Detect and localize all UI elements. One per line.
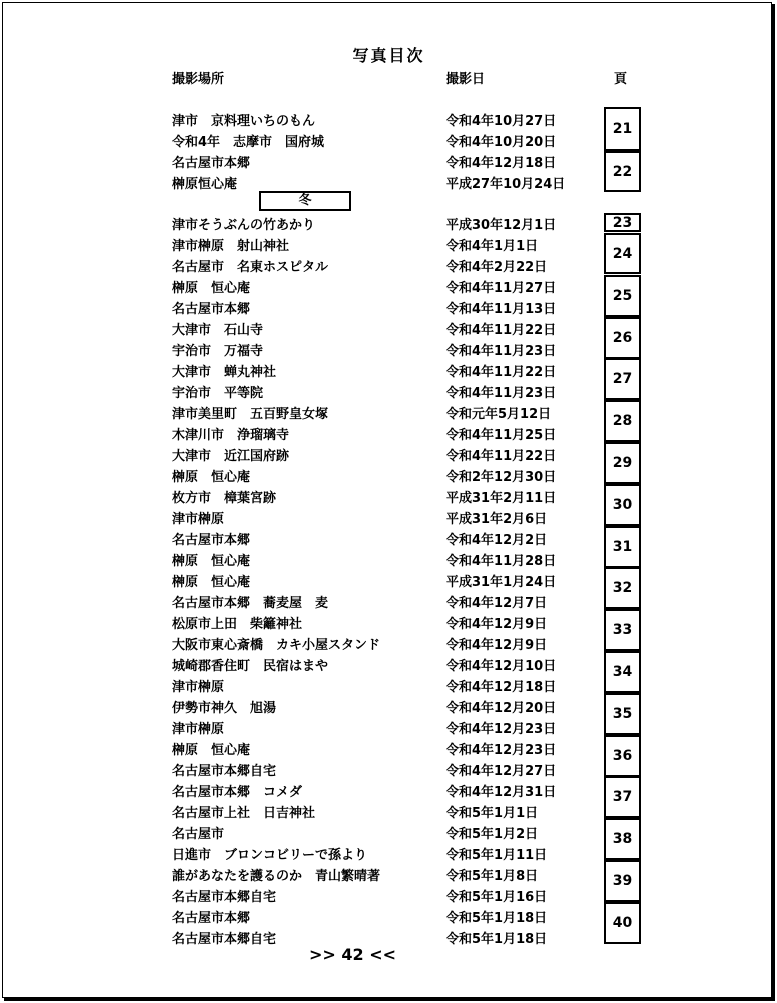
photo-date: 令和5年1月1日 <box>446 806 539 821</box>
photo-date: 令和4年12月20日 <box>446 701 557 716</box>
photo-location: 城崎郡香住町 民宿はまや <box>172 659 329 674</box>
photo-date: 令和4年11月22日 <box>446 323 557 338</box>
list-item <box>0 718 777 738</box>
header-place: 撮影場所 <box>172 72 225 87</box>
list-item <box>0 571 777 591</box>
photo-location: 枚方市 樟葉宮跡 <box>172 491 277 506</box>
page-number-box: 29 <box>604 442 641 484</box>
photo-location: 津市榊原 <box>172 680 225 695</box>
photo-date: 令和4年12月7日 <box>446 596 548 611</box>
page-number-box: 36 <box>604 735 641 777</box>
photo-date: 令和5年1月11日 <box>446 848 548 863</box>
page-number-box: 24 <box>604 233 641 274</box>
list-item <box>0 361 777 381</box>
header-date: 撮影日 <box>446 72 486 87</box>
photo-date: 令和5年1月16日 <box>446 890 548 905</box>
list-item <box>0 382 777 402</box>
list-item <box>0 697 777 717</box>
list-item <box>0 550 777 570</box>
page-number-box: 23 <box>604 213 641 232</box>
photo-location: 津市そうぶんの竹あかり <box>172 218 316 233</box>
photo-location: 名古屋市本郷 コメダ <box>172 785 303 800</box>
photo-location: 名古屋市本郷自宅 <box>172 890 277 905</box>
photo-date: 令和4年10月20日 <box>446 135 557 150</box>
list-item <box>0 235 777 255</box>
photo-date: 令和4年11月25日 <box>446 428 557 443</box>
page-number-box: 32 <box>604 567 641 609</box>
photo-location: 誰があなたを護るのか 青山繁晴著 <box>172 869 381 884</box>
photo-date: 令和4年12月31日 <box>446 785 557 800</box>
photo-date: 令和4年10月27日 <box>446 114 557 129</box>
page-number-box: 34 <box>604 651 641 693</box>
page-number-box: 22 <box>604 151 641 192</box>
photo-date: 令和4年11月22日 <box>446 449 557 464</box>
photo-date: 令和2年12月30日 <box>446 470 557 485</box>
photo-location: 名古屋市上社 日吉神社 <box>172 806 316 821</box>
photo-location: 大津市 近江国府跡 <box>172 449 290 464</box>
photo-location: 大阪市東心斎橋 カキ小屋スタンド <box>172 638 381 653</box>
list-item <box>0 592 777 612</box>
photo-date: 令和4年2月22日 <box>446 260 548 275</box>
list-item <box>0 424 777 444</box>
photo-date: 平成31年2月6日 <box>446 512 548 527</box>
list-item <box>0 152 777 172</box>
list-item <box>0 529 777 549</box>
photo-location: 令和4年 志摩市 国府城 <box>172 135 325 150</box>
photo-date: 平成30年12月1日 <box>446 218 557 233</box>
page-number-box: 39 <box>604 860 641 902</box>
list-item <box>0 760 777 780</box>
list-item <box>0 445 777 465</box>
photo-date: 令和4年12月9日 <box>446 638 548 653</box>
photo-date: 令和4年12月27日 <box>446 764 557 779</box>
list-item <box>0 676 777 696</box>
list-item <box>0 298 777 318</box>
page-footer: >> 42 << <box>308 945 397 964</box>
list-item <box>0 781 777 801</box>
photo-location: 津市榊原 射山神社 <box>172 239 290 254</box>
photo-location: 榊原恒心庵 <box>172 177 238 192</box>
photo-location: 榊原 恒心庵 <box>172 743 251 758</box>
page-number-box: 28 <box>604 400 641 442</box>
photo-location: 榊原 恒心庵 <box>172 281 251 296</box>
list-item <box>0 655 777 675</box>
list-item <box>0 131 777 151</box>
photo-location: 津市美里町 五百野皇女塚 <box>172 407 329 422</box>
photo-location: 名古屋市本郷 <box>172 533 251 548</box>
photo-date: 平成31年1月24日 <box>446 575 557 590</box>
photo-date: 令和4年11月28日 <box>446 554 557 569</box>
photo-location: 伊勢市神久 旭湯 <box>172 701 277 716</box>
list-item <box>0 487 777 507</box>
list-item <box>0 173 777 193</box>
photo-date: 令和4年11月23日 <box>446 344 557 359</box>
page-number-box: 40 <box>604 902 641 944</box>
photo-location: 名古屋市本郷 <box>172 156 251 171</box>
page-number-box: 26 <box>604 317 641 359</box>
page-number-box: 25 <box>604 275 641 317</box>
list-item <box>0 110 777 130</box>
photo-location: 名古屋市本郷 蕎麦屋 麦 <box>172 596 329 611</box>
photo-location: 日進市 ブロンコビリーで孫より <box>172 848 368 863</box>
photo-date: 令和4年11月22日 <box>446 365 557 380</box>
photo-location: 榊原 恒心庵 <box>172 470 251 485</box>
photo-date: 令和5年1月2日 <box>446 827 539 842</box>
photo-date: 令和元年5月12日 <box>446 407 552 422</box>
photo-location: 松原市上田 柴籬神社 <box>172 617 303 632</box>
photo-location: 津市榊原 <box>172 722 225 737</box>
photo-date: 令和4年12月18日 <box>446 680 557 695</box>
photo-location: 大津市 蝉丸神社 <box>172 365 277 380</box>
photo-date: 令和4年11月27日 <box>446 281 557 296</box>
list-item <box>0 886 777 906</box>
photo-location: 大津市 石山寺 <box>172 323 264 338</box>
photo-date: 平成31年2月11日 <box>446 491 557 506</box>
list-item <box>0 256 777 276</box>
photo-location: 名古屋市本郷自宅 <box>172 764 277 779</box>
photo-location: 榊原 恒心庵 <box>172 575 251 590</box>
photo-date: 令和5年1月18日 <box>446 911 548 926</box>
photo-location: 津市 京料理いちのもん <box>172 114 316 129</box>
list-item <box>0 214 777 234</box>
header-page: 頁 <box>614 72 628 87</box>
page-number-box: 31 <box>604 526 641 568</box>
list-item <box>0 403 777 423</box>
photo-location: 津市榊原 <box>172 512 225 527</box>
photo-date: 令和4年11月23日 <box>446 386 557 401</box>
page-number-box: 38 <box>604 818 641 860</box>
photo-location: 宇治市 平等院 <box>172 386 264 401</box>
photo-date: 令和5年1月8日 <box>446 869 539 884</box>
page-number-box: 33 <box>604 609 641 651</box>
list-item <box>0 613 777 633</box>
list-item <box>0 634 777 654</box>
page-number-box: 35 <box>604 693 641 735</box>
page-number-box: 30 <box>604 484 641 526</box>
page-number-box: 37 <box>604 776 641 818</box>
photo-date: 令和4年12月10日 <box>446 659 557 674</box>
list-item <box>0 508 777 528</box>
list-item <box>0 277 777 297</box>
list-item <box>0 802 777 822</box>
page-number-box: 21 <box>604 107 641 151</box>
list-item <box>0 823 777 843</box>
list-item <box>0 907 777 927</box>
photo-location: 名古屋市本郷 <box>172 911 251 926</box>
list-item <box>0 739 777 759</box>
photo-location: 名古屋市 名東ホスピタル <box>172 260 329 275</box>
list-item <box>0 466 777 486</box>
page-title: 写真目次 <box>352 46 425 65</box>
photo-date: 令和4年12月18日 <box>446 156 557 171</box>
photo-location: 宇治市 万福寺 <box>172 344 264 359</box>
list-item <box>0 865 777 885</box>
photo-date: 令和4年12月23日 <box>446 722 557 737</box>
photo-date: 令和4年12月9日 <box>446 617 548 632</box>
list-item <box>0 844 777 864</box>
photo-date: 令和4年11月13日 <box>446 302 557 317</box>
photo-location: 木津川市 浄瑠璃寺 <box>172 428 290 443</box>
season-label-box: 冬 <box>259 191 351 211</box>
photo-location: 榊原 恒心庵 <box>172 554 251 569</box>
photo-date: 平成27年10月24日 <box>446 177 566 192</box>
photo-location: 名古屋市本郷 <box>172 302 251 317</box>
photo-location: 名古屋市 <box>172 827 225 842</box>
photo-date: 令和4年1月1日 <box>446 239 539 254</box>
photo-date: 令和4年12月2日 <box>446 533 548 548</box>
photo-date: 令和5年1月18日 <box>446 932 548 947</box>
list-item <box>0 340 777 360</box>
page-number-box: 27 <box>604 358 641 400</box>
list-item <box>0 319 777 339</box>
photo-location: 名古屋市本郷自宅 <box>172 932 277 947</box>
photo-date: 令和4年12月23日 <box>446 743 557 758</box>
